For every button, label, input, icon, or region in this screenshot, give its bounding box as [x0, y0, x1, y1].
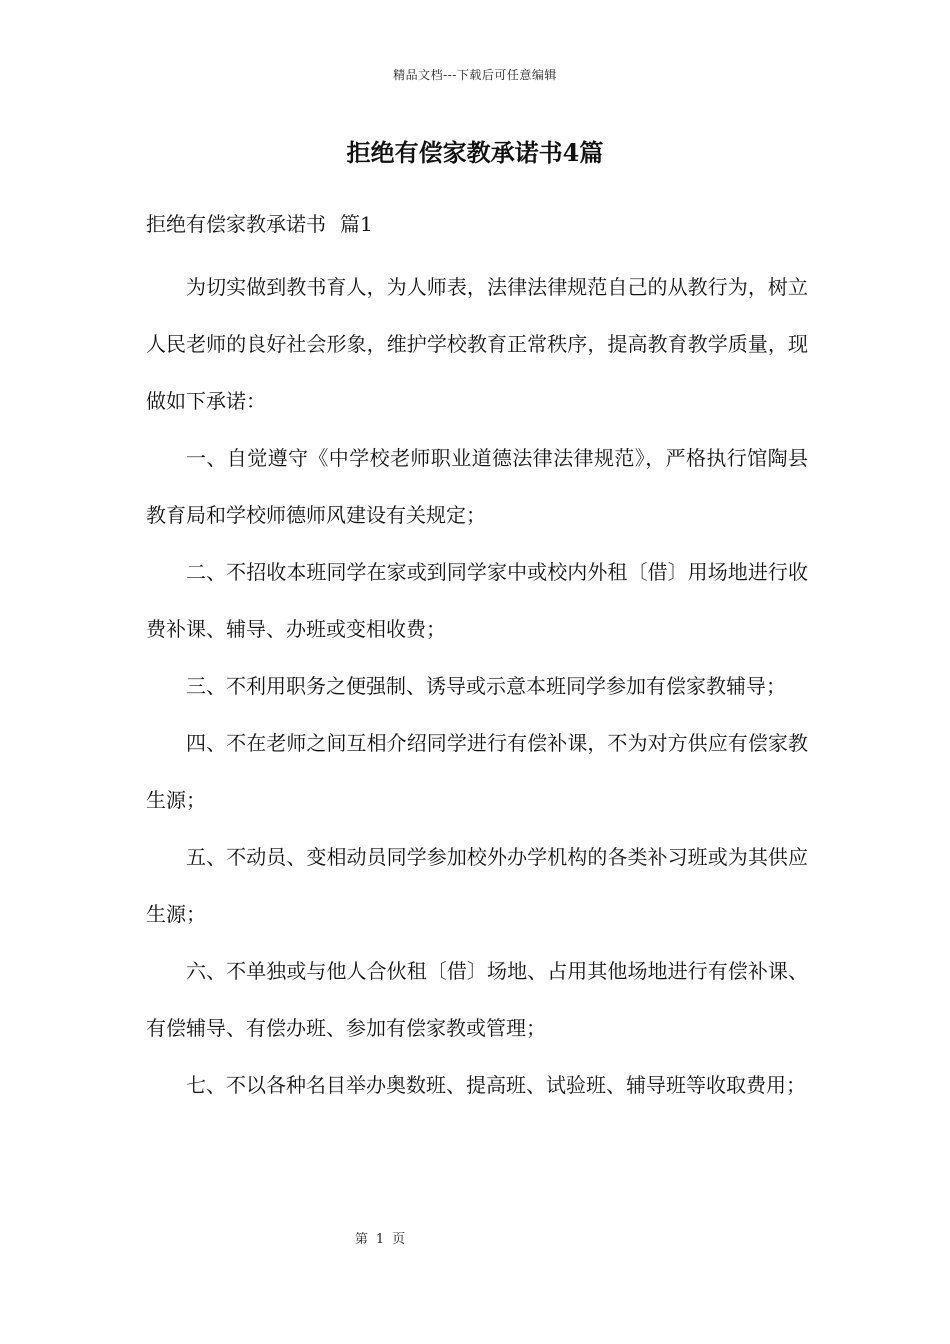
paragraph-item-6: 六、不单独或与他人合伙租〔借〕场地、占用其他场地进行有偿补课、有偿辅导、有偿办班、参加有偿家教或管理；	[146, 959, 808, 1040]
page-footer-prefix: 第	[354, 1232, 368, 1247]
paragraph-item-7: 七、不以各种名目举办奥数班、提高班、试验班、辅导班等收取费用；	[186, 1073, 806, 1097]
paragraph-item-1: 一、自觉遵守《中学校老师职业道德法律法律规范》，严格执行馆陶县教育局和学校师德师风建设有关规定；	[146, 446, 808, 527]
document-body	[146, 259, 808, 1114]
page-header: 精品文档---下载后可任意编辑	[393, 68, 557, 82]
section-heading	[146, 208, 373, 237]
paragraph-item-5: 五、不动员、变相动员同学参加校外办学机构的各类补习班或为其供应生源；	[146, 845, 808, 926]
document-title: 拒绝有偿家教承诺书4篇	[346, 138, 604, 167]
paragraph-item-2: 二、不招收本班同学在家或到同学家中或校内外租〔借〕用场地进行收费补课、辅导、办班或变相收费；	[146, 560, 808, 641]
page-footer-suffix: 页	[392, 1232, 406, 1247]
paragraph-item-4: 四、不在老师之间互相介绍同学进行有偿补课，不为对方供应有偿家教生源；	[146, 731, 808, 812]
paragraph-intro: 为切实做到教书育人，为人师表，法律法律规范自己的从教行为，树立人民老师的良好社会形象，维护学校教育正常秩序，提高教育教学质量，现做如下承诺：	[146, 275, 808, 413]
section-heading-label: 拒绝有偿家教承诺书	[146, 212, 326, 236]
section-heading-number: 篇1	[340, 212, 373, 236]
paragraph-item-3: 三、不利用职务之便强制、诱导或示意本班同学参加有偿家教辅导；	[186, 674, 786, 698]
page-footer	[0, 1228, 760, 1247]
page-number: 1	[375, 1232, 385, 1247]
